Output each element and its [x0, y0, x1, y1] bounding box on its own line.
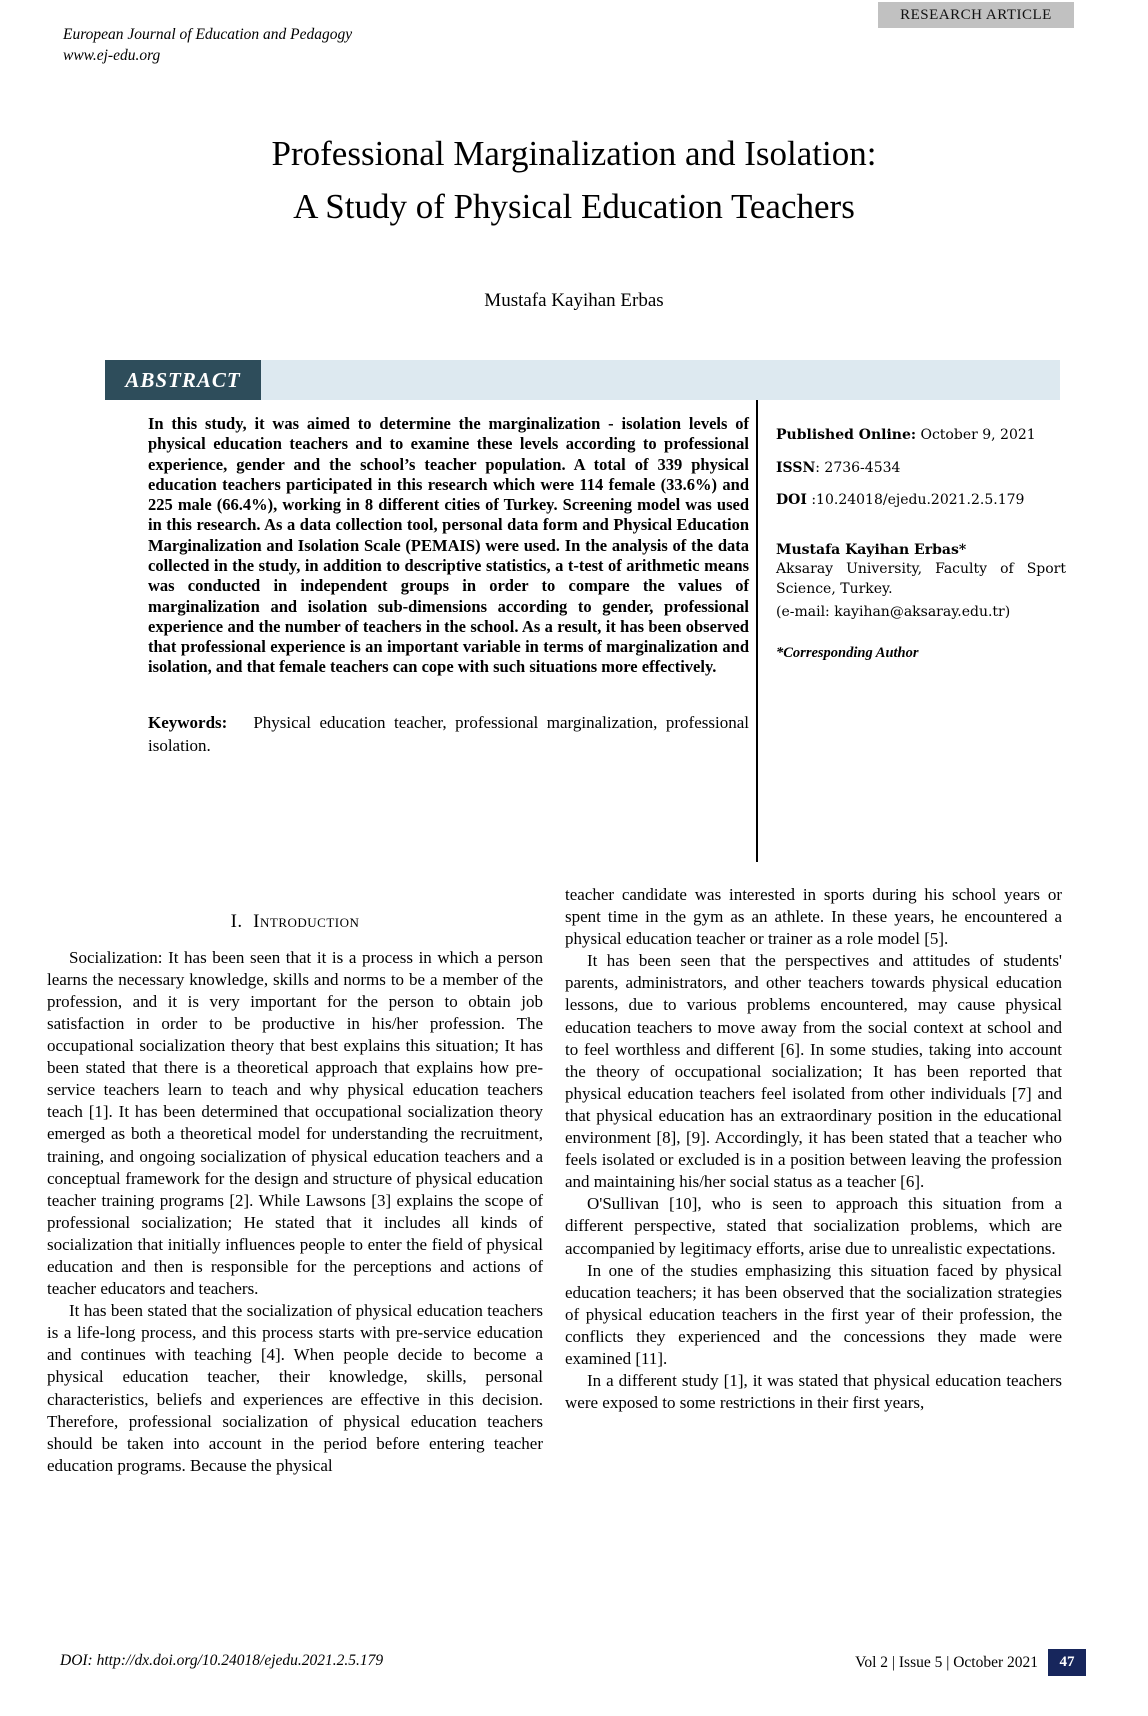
research-article-badge: RESEARCH ARTICLE [878, 2, 1074, 28]
published-online-line [776, 426, 1066, 446]
issn-value: : 2736-4534 [815, 459, 901, 476]
published-online-value: October 9, 2021 [916, 427, 1036, 443]
body-column-left [47, 884, 543, 1477]
body-column-right [565, 884, 1062, 1414]
keywords-block [148, 712, 749, 758]
sidebar-author-name: Mustafa Kayihan Erbas* [776, 541, 967, 558]
keywords-text: Physical education teacher, professional marginalization, professional isolation. [148, 713, 749, 755]
paper-title-line-1: Professional Marginalization and Isolation: [271, 134, 877, 173]
divider-line [756, 400, 758, 862]
abstract-text: In this study, it was aimed to determine the marginalization - isolation levels of physical education teachers and to examine these levels according to professional experience, gender and the school’s teacher population. A total of 339 physical education teachers participated in this research which were 114 female (33.6%) and 225 male (66.4%), working in 8 different cities of Turkey. Screening model was used in this research. As a data collection tool, personal data form and Physical Education Marginalization and Isolation Scale (PEMAIS) were used. In the analysis of the data collected in the study, in addition to descriptive statistics, a t-test of arithmetic means was conducted in independent groups in order to compare the values of marginalization and isolation sub-dimensions according to gender, professional experience and the number of teachers in the school. As a result, it has been observed that professional experience is an important variable in terms of marginalization and isolation, and that female teachers can cope with such situations more effectively. [148, 414, 749, 677]
abstract-header-bar [261, 360, 1060, 400]
doi-line [776, 491, 1066, 511]
paragraph: It has been stated that the socialization of physical education teachers is a life-long process, and this process starts with pre-service education and continues with teaching [4]. When people decide to become a physical education teacher, their knowledge, skills, personal characteristics, beliefs and experiences are effective in this decision. Therefore, professional socialization of physical education teachers should be taken into account in the period before entering teacher education programs. Because the physical [47, 1301, 543, 1475]
section-heading-introduction: I. Introduction [230, 911, 360, 932]
author-name: Mustafa Kayihan Erbas [484, 290, 664, 311]
abstract-label: ABSTRACT [105, 360, 261, 400]
doi-value: :10.24018/ejedu.2021.2.5.179 [806, 492, 1025, 509]
page-number-badge: 47 [1048, 1649, 1086, 1676]
paragraph: It has been seen that the perspectives and attitudes of students' parents, administrators, and other teachers towards physical education lessons, due to various problems encountered, may cause physical education teachers to move away from the social context at school and to feel worthless and different [6]. In some studies, taking into account the theory of occupational socialization; It has been reported that physical education teachers feel isolated from other individuals [7] and that physical education has an extraordinary position in the educational environment [8], [9]. Accordingly, it has been stated that a teacher who feels isolated or excluded is in a position between leaving the profession and maintaining his/her social status as a teacher [6]. [565, 951, 1062, 1192]
footer-doi: DOI: http://dx.doi.org/10.24018/ejedu.2021.2.5.179 [60, 1652, 384, 1669]
paragraph: In one of the studies emphasizing this situation faced by physical education teachers; it has been observed that the socialization strategies of physical education teachers in the first year of their profession, the conflicts they experienced and the concessions they made were examined [11]. [565, 1260, 1062, 1368]
doi-label: DOI [776, 492, 807, 509]
paragraph: Socialization: It has been seen that it is a process in which a person learns the necessary knowledge, skills and norms to be a member of the profession, and it is very important for the person to obtain job satisfaction in order to be productive in his/her profession. The occupational socialization theory that best explains this situation; It has been stated that there is a theoretical approach that explains how pre-service teachers learn to teach and why physical education teachers teach [1]. It has been determined that occupational socialization theory emerged as both a theoretical model for understanding the recruitment, training, and ongoing socialization of physical education teachers and a conceptual framework for the design and structure of physical education teacher training programs [2]. While Lawsons [3] explains the scope of professional socialization; He stated that it includes all kinds of socialization that initially influences people to enter the field of physical education and then is responsible for the perceptions and actions of teacher educators and teachers. [47, 947, 543, 1299]
journal-website: www.ej-edu.org [63, 47, 161, 64]
sidebar-email: (e-mail: kayihan@aksaray.edu.tr) [776, 603, 1011, 620]
corresponding-author-note: *Corresponding Author [776, 645, 919, 662]
footer-volume-issue: Vol 2 | Issue 5 | October 2021 [855, 1653, 1038, 1671]
issn-label: ISSN [776, 459, 816, 476]
published-online-label: Published Online: [776, 427, 917, 443]
journal-name: European Journal of Education and Pedagogy [63, 26, 353, 43]
keywords-label: Keywords: [148, 713, 228, 732]
publication-info-sidebar [776, 426, 1066, 663]
issn-line [776, 459, 1066, 479]
paragraph: In a different study [1], it was stated that physical education teachers were exposed to some restrictions in their first years, [565, 1371, 1062, 1413]
footer-issue-info [855, 1649, 1086, 1676]
sidebar-affiliation: Aksaray University, Faculty of Sport Science, Turkey. [776, 561, 1066, 597]
paragraph: O'Sullivan [10], who is seen to approach this situation from a different perspective, stated that socialization problems, which are accompanied by legitimacy efforts, arise due to unrealistic expectations. [565, 1194, 1062, 1258]
paper-title-line-2: A Study of Physical Education Teachers [293, 186, 855, 226]
paper-title [0, 128, 1148, 233]
paragraph: teacher candidate was interested in sports during his school years or spent time in the gym as an athlete. In these years, he encountered a physical education teacher or trainer as a role model [5]. [565, 885, 1062, 949]
